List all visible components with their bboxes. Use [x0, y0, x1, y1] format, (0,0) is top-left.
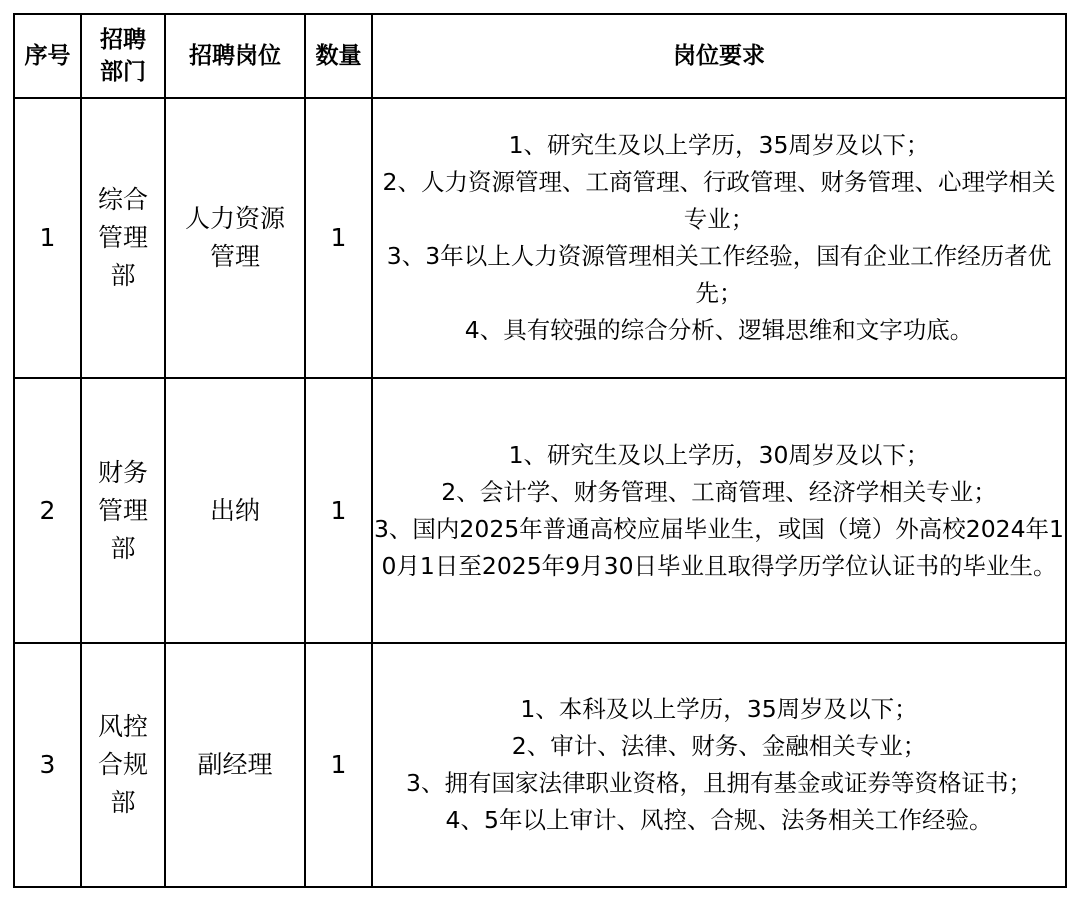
cell-dept: 综合管理部 — [81, 98, 165, 378]
cell-count: 1 — [305, 378, 372, 643]
cell-position: 人力资源管理 — [165, 98, 305, 378]
requirement-item: 2、审计、法律、财务、金融相关专业； — [511, 732, 927, 760]
cell-no: 2 — [14, 378, 81, 643]
cell-dept: 财务管理部 — [81, 378, 165, 643]
cell-count: 1 — [305, 98, 372, 378]
header-requirements: 岗位要求 — [372, 14, 1066, 98]
header-dept: 招聘部门 — [81, 14, 165, 98]
cell-no: 1 — [14, 98, 81, 378]
requirement-item: 3、国内2025年普通高校应届毕业生，或国（境）外高校2024年10月1日至2025年9月30日毕业且取得学历学位认证书的毕业生。 — [373, 514, 1064, 580]
header-no: 序号 — [14, 14, 81, 98]
cell-dept: 风控合规部 — [81, 643, 165, 887]
cell-requirements — [372, 378, 1066, 643]
header-position: 招聘岗位 — [165, 14, 305, 98]
cell-no: 3 — [14, 643, 81, 887]
cell-requirements — [372, 98, 1066, 378]
header-count: 数量 — [305, 14, 372, 98]
cell-position: 副经理 — [165, 643, 305, 887]
cell-position: 出纳 — [165, 378, 305, 643]
table-row — [14, 378, 1066, 643]
requirement-item: 4、具有较强的综合分析、逻辑思维和文字功底。 — [464, 316, 974, 344]
requirement-item: 4、5年以上审计、风控、合规、法务相关工作经验。 — [445, 806, 993, 834]
requirement-item: 1、本科及以上学历，35周岁及以下； — [520, 695, 918, 723]
table-row — [14, 98, 1066, 378]
requirement-item: 2、会计学、财务管理、工商管理、经济学相关专业； — [441, 477, 997, 506]
cell-requirements — [372, 643, 1066, 887]
recruitment-table — [13, 13, 1067, 888]
requirement-item: 1、研究生及以上学历，35周岁及以下； — [508, 131, 930, 159]
requirement-item: 3、拥有国家法律职业资格，且拥有基金或证券等资格证书； — [406, 769, 1032, 797]
requirement-item: 3、3年以上人力资源管理相关工作经验，国有企业工作经历者优先； — [386, 242, 1052, 307]
table-header-row — [14, 14, 1066, 98]
cell-count: 1 — [305, 643, 372, 887]
table-row — [14, 643, 1066, 887]
requirement-item: 2、人力资源管理、工商管理、行政管理、财务管理、心理学相关专业； — [382, 168, 1056, 233]
requirement-item: 1、研究生及以上学历，30周岁及以下； — [508, 440, 930, 469]
